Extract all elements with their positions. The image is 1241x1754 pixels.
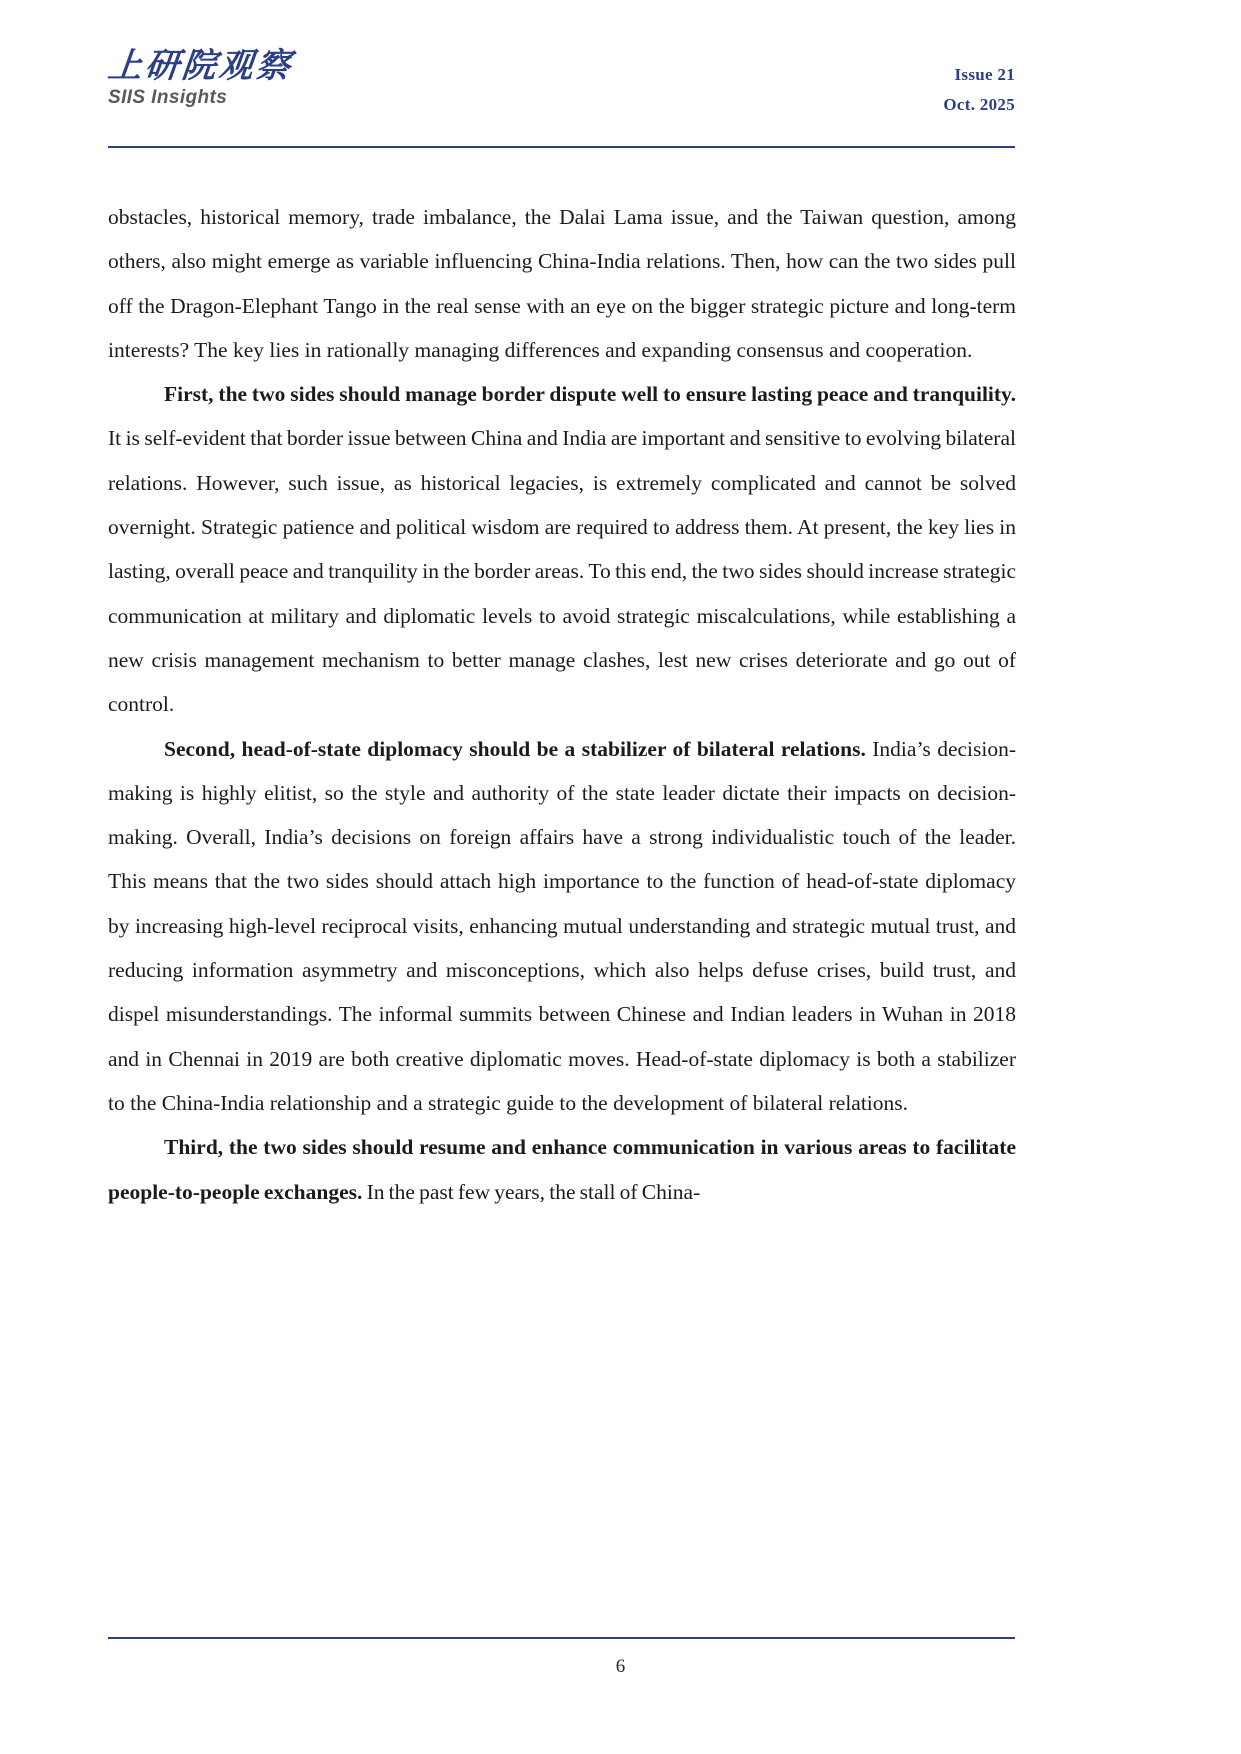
masthead-title-english: SIIS Insights xyxy=(108,87,228,109)
paragraph-third-point xyxy=(108,1125,1016,1214)
page-number: 6 xyxy=(615,1656,626,1677)
paragraph-body-third: In the past few years, the stall of China- xyxy=(362,1179,701,1204)
issue-date: Oct. 2025 xyxy=(943,94,1015,114)
paragraph-lead-second: Second, head-of-state diplomacy should be a stabilizer of bilateral relations. xyxy=(164,736,866,761)
paragraph-body-second: India’s decision-making is highly elitist, so the style and authority of the state leader dictate their impacts on decision-making. Overall, India’s decisions on foreign affairs have a strong individualistic touch of the leader. This means that the two sides should attach high importance to the function of head-of-state diplomacy by increasing high-level reciprocal visits, enhancing mutual understanding and strategic mutual trust, and reducing information asymmetry and misconceptions, which also helps defuse crises, build trust, and dispel misunderstandings. The informal summits between Chinese and Indian leaders in Wuhan in 2018 and in Chennai in 2019 are both creative diplomatic moves. Head-of-state diplomacy is both a stabilizer to the China-India relationship and a strategic guide to the development of bilateral relations. xyxy=(108,736,1016,1115)
page-body xyxy=(108,195,1016,1214)
paragraph-body-first: It is self-evident that border issue between China and India are important and sensitive to evolving bilateral relations. However, such issue, as historical legacies, is extremely complicated and cannot be solved overnight. Strategic patience and political wisdom are required to address them. At present, the key lies in lasting, overall peace and tranquility in the border areas. To this end, the two sides should increase strategic communication at military and diplomatic levels to avoid strategic miscalculations, while establishing a new crisis management mechanism to better manage clashes, lest new crises deteriorate and go out of control. xyxy=(108,426,1016,717)
header-divider xyxy=(108,146,1015,148)
issue-info xyxy=(943,60,1015,120)
footer-divider xyxy=(108,1637,1015,1639)
issue-number: Issue 21 xyxy=(954,65,1015,84)
page-header xyxy=(108,40,1015,140)
paragraph-lead-first: First, the two sides should manage border dispute well to ensure lasting peace and tranquility. xyxy=(164,382,1016,407)
paragraph-lead-third: Third, the two sides should resume and enhance communication in various areas to facilitate people-to-people exchanges. xyxy=(108,1135,1016,1204)
paragraph-first-point xyxy=(108,372,1016,726)
masthead-logo xyxy=(108,48,293,109)
paragraph-continuation: obstacles, historical memory, trade imbalance, the Dalai Lama issue, and the Taiwan question, among others, also might emerge as variable influencing China-India relations. Then, how can the two sides pull off the Dragon-Elephant Tango in the real sense with an eye on the bigger strategic picture and long-term interests? The key lies in rationally managing differences and expanding consensus and cooperation. xyxy=(108,205,1016,362)
paragraph-second-point xyxy=(108,727,1016,1126)
masthead-title-chinese: 上研院观察 xyxy=(106,48,295,85)
